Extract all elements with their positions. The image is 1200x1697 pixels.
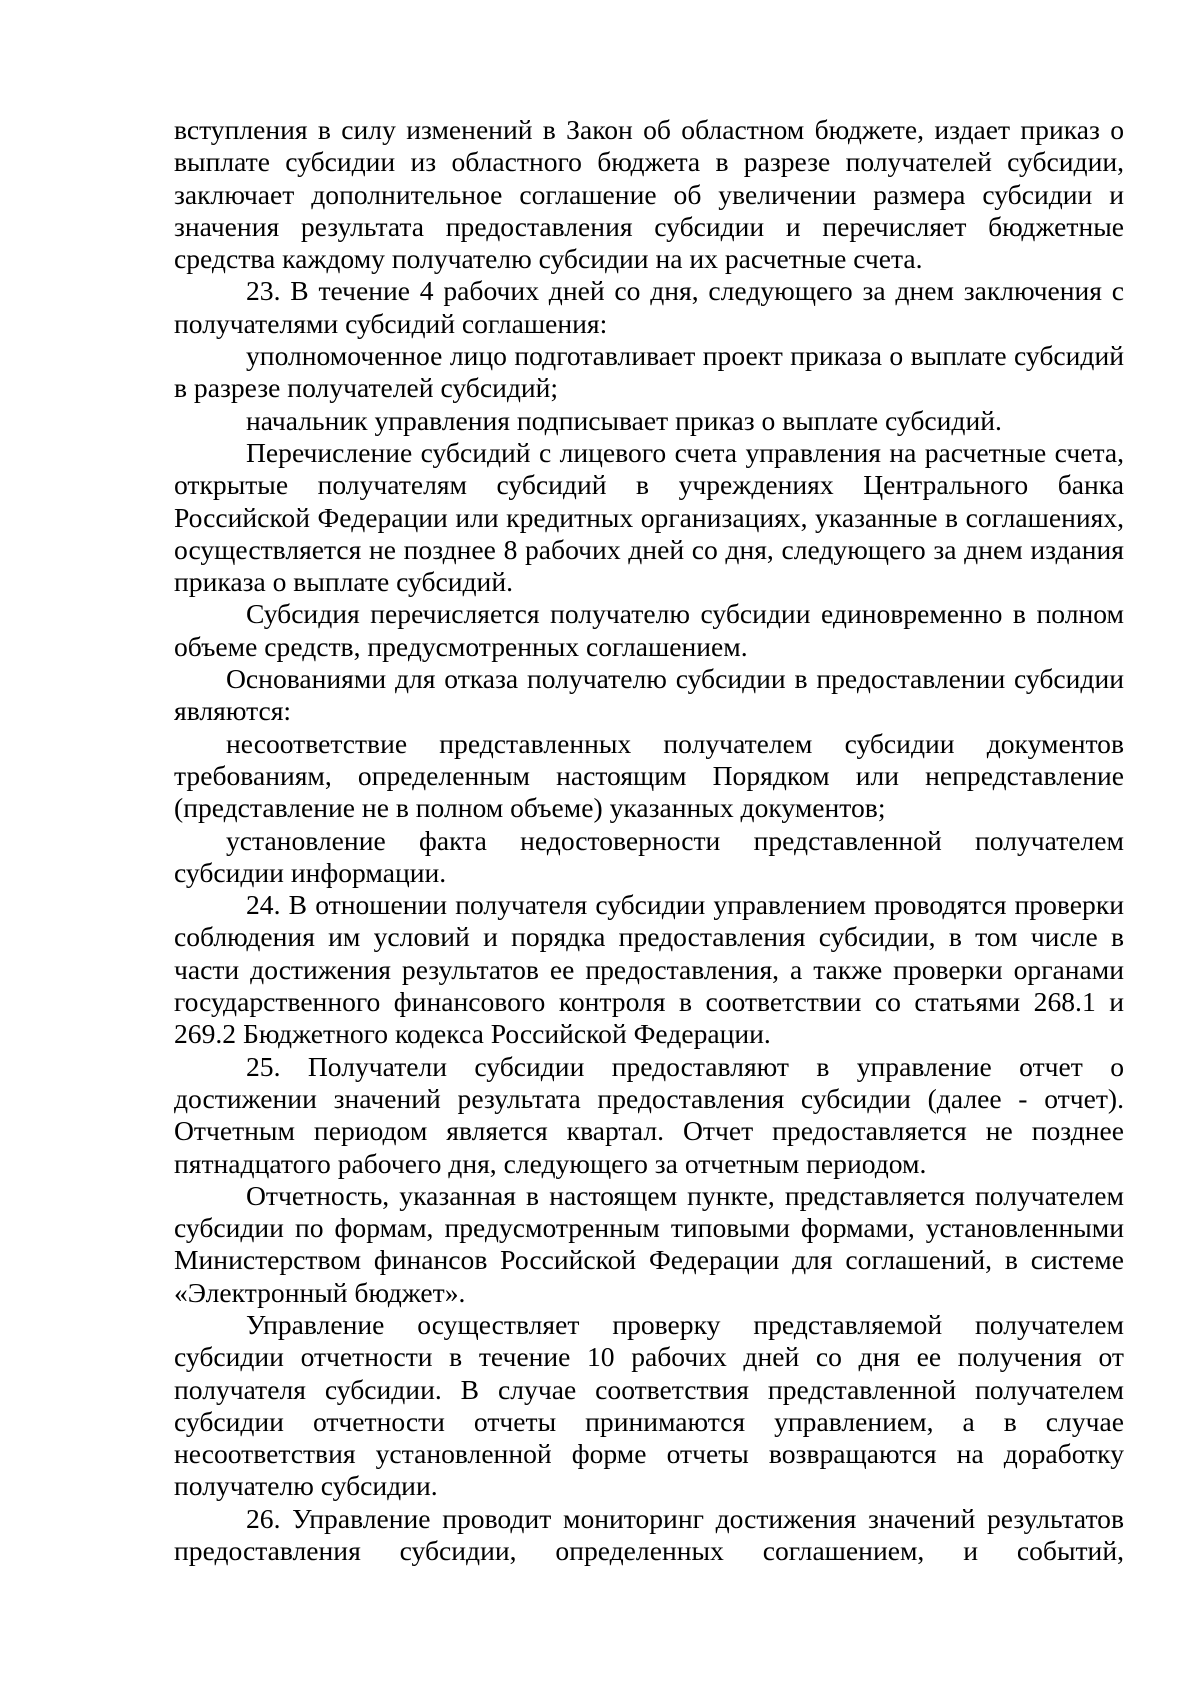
- paragraph-refusal-grounds: Основаниями для отказа получателю субсидии в предоставлении субсидии являются:: [174, 663, 1124, 727]
- paragraph-item-26: 26. Управление проводит мониторинг достижения значений результатов предоставления субсидии, определенных соглашением, и событий,: [174, 1502, 1124, 1567]
- paragraph-report-check: Управление осуществляет проверку представляемой получателем субсидии отчетности в течение 10 рабочих дней со дня ее получения от получателя субсидии. В случае соответствия представленной получателем субсидии отчетности отчеты принимаются управлением, а в случае несоответствия установленной форме отчеты возвращаются на доработку получателю субсидии.: [174, 1308, 1124, 1502]
- paragraph-continuation: вступления в силу изменений в Закон об областном бюджете, издает приказ о выплате субсидии из областного бюджета в разрезе получателей субсидии, заключает дополнительное соглашение об увеличении размера субсидии и значения результата предоставления субсидии и перечисляет бюджетные средства каждому получателю субсидии на их расчетные счета.: [174, 114, 1124, 275]
- paragraph-refusal-mismatch: несоответствие представленных получателем субсидии документов требованиям, определенным настоящим Порядком или непредставление (представление не в полном объеме) указанных документов;: [174, 727, 1124, 824]
- paragraph-item-25: 25. Получатели субсидии предоставляют в управление отчет о достижении значений результата предоставления субсидии (далее - отчет). Отчетным периодом является квартал. Отчет предоставляется не позднее пятнадцатого рабочего дня, следующего за отчетным периодом.: [174, 1050, 1124, 1179]
- paragraph-refusal-inaccuracy: установление факта недостоверности представленной получателем субсидии информации.: [174, 824, 1124, 888]
- document-page: [174, 114, 1124, 1567]
- paragraph-transfer: Перечисление субсидий с лицевого счета управления на расчетные счета, открытые получателям субсидий в учреждениях Центрального банка Российской Федерации или кредитных организациях, указанные в соглашениях, осуществляется не позднее 8 рабочих дней со дня, следующего за днем издания приказа о выплате субсидий.: [174, 436, 1124, 598]
- paragraph-item-23: 23. В течение 4 рабочих дней со дня, следующего за днем заключения с получателями субсидий соглашения:: [174, 275, 1124, 339]
- paragraph-authorized-person: уполномоченное лицо подготавливает проект приказа о выплате субсидий в разрезе получателей субсидий;: [174, 340, 1124, 404]
- paragraph-head-signs: начальник управления подписывает приказ о выплате субсидий.: [246, 404, 1002, 436]
- paragraph-item-24: 24. В отношении получателя субсидии управлением проводятся проверки соблюдения им условий и порядка предоставления субсидии, в том числе в части достижения результатов ее предоставления, а также проверки органами государственного финансового контроля в соответствии со статьями 268.1 и 269.2 Бюджетного кодекса Российской Федерации.: [174, 889, 1124, 1050]
- paragraph-lump-sum: Субсидия перечисляется получателю субсидии единовременно в полном объеме средств, предусмотренных соглашением.: [174, 598, 1124, 662]
- paragraph-reporting-forms: Отчетность, указанная в настоящем пункте, представляется получателем субсидии по формам, предусмотренным типовыми формами, установленными Министерством финансов Российской Федерации для соглашений, в системе «Электронный бюджет».: [174, 1179, 1124, 1308]
